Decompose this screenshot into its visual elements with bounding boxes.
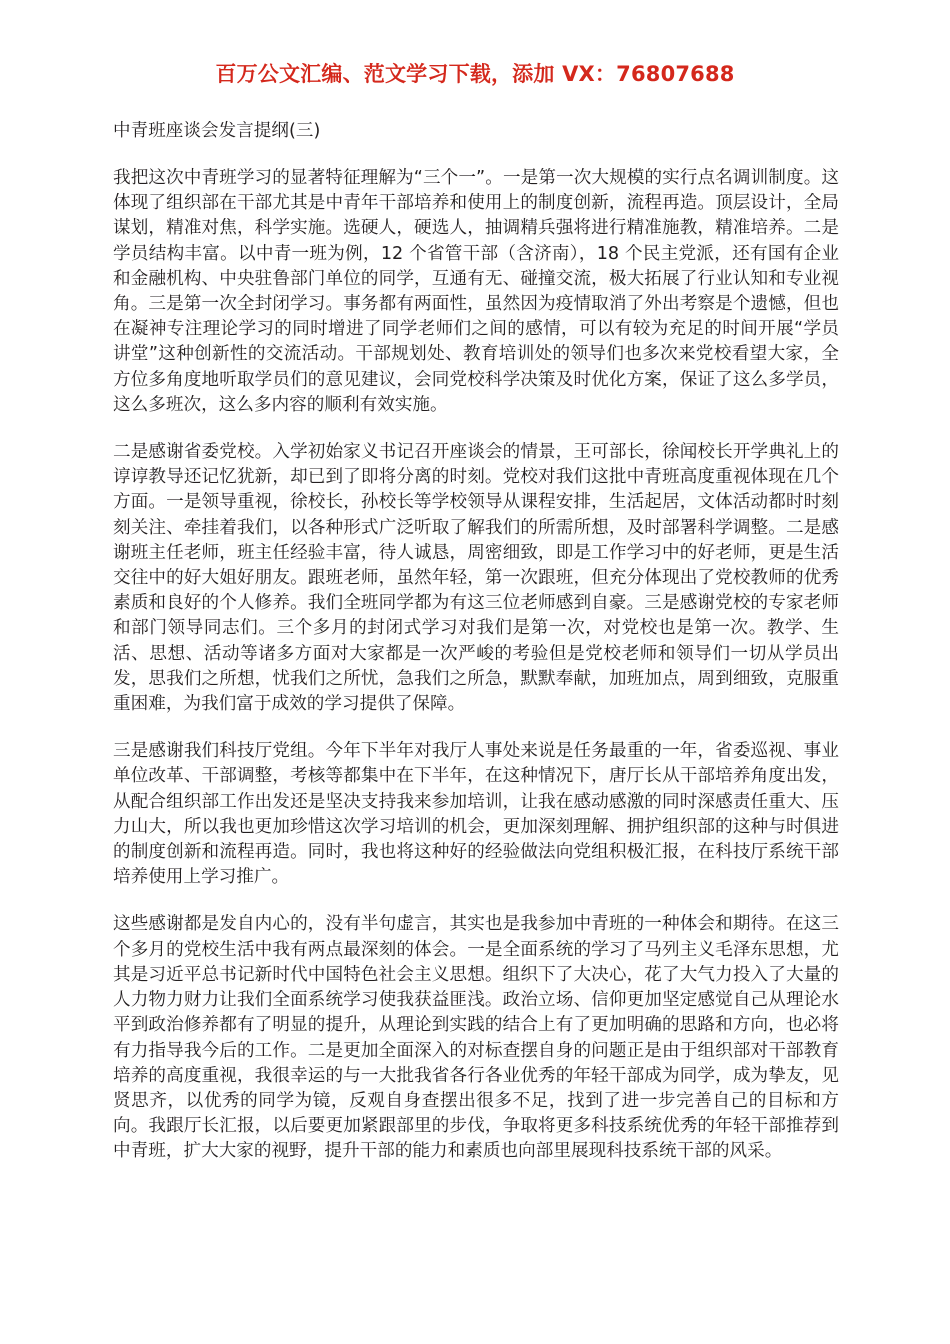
page-title: 中青班座谈会发言提纲(三) [113,121,321,141]
paragraph-2: 二是感谢省委党校。入学初始家义书记召开座谈会的情景，王可部长，徐闻校长开学典礼上的谆谆教导还记忆犹新，却已到了即将分离的时刻。党校对我们这批中青班高度重视体现在几个方面。一是领导重视，徐校长，孙校长等学校领导从课程安排，生活起居，文体活动都时时刻刻关注、牵挂着我们，以各种形式广泛听取了解我们的所需所想，及时部署科学调整。二是感谢班主任老师，班主任经验丰富，待人诚恳，周密细致，即是工作学习中的好老师，更是生活交往中的好大姐好朋友。跟班老师，虽然年轻，第一次跟班，但充分体现出了党校教师的优秀素质和良好的个人修养。我们全班同学都为有这三位老师感到自豪。三是感谢党校的专家老师和部门领导同志们。三个多月的封闭式学习对我们是第一次，对党校也是第一次。教学、生活、思想、活动等诸多方面对大家都是一次严峻的考验但是党校老师和领导们一切从学员出发，思我们之所想，忧我们之所忧，急我们之所急，默默奉献，加班加点，周到细致，克服重重困难，为我们富于成效的学习提供了保障。 [113,442,839,715]
document-body [113,118,839,1165]
paragraph-4: 这些感谢都是发自内心的，没有半句虚言，其实也是我参加中青班的一种体会和期待。在这三个多月的党校生活中我有两点最深刻的体会。一是全面系统的学习了马列主义毛泽东思想，尤其是习近平总书记新时代中国特色社会主义思想。组织下了大决心，花了大气力投入了大量的人力物力财力让我们全面系统学习使我获益匪浅。政治立场、信仰更加坚定感觉自己从理论水平到政治修养都有了明显的提升，从理论到实践的结合上有了更加明确的思路和方向，也必将有力指导我今后的工作。二是更加全面深入的对标查摆自身的问题正是由于组织部对干部教育培养的高度重视，我很幸运的与一大批我省各行各业优秀的年轻干部成为同学，成为挚友，见贤思齐，以优秀的同学为镜，反观自身查摆出很多不足，找到了进一步完善自己的目标和方向。我跟厅长汇报，以后要更加紧跟部里的步伐，争取将更多科技系统优秀的年轻干部推荐到中青班，扩大大家的视野，提升干部的能力和素质也向部里展现科技系统干部的风采。 [113,914,839,1162]
paragraph-3: 三是感谢我们科技厅党组。今年下半年对我厅人事处来说是任务最重的一年，省委巡视、事业单位改革、干部调整，考核等都集中在下半年，在这种情况下，唐厅长从干部培养角度出发，从配合组织部工作出发还是坚决支持我来参加培训，让我在感动感激的同时深感责任重大、压力山大，所以我也更加珍惜这次学习培训的机会，更加深刻理解、拥护组织部的这种与时俱进的制度创新和流程再造。同时，我也将这种好的经验做法向党组积极汇报，在科技厅系统干部培养使用上学习推广。 [113,741,839,888]
paragraph-1: 我把这次中青班学习的显著特征理解为“三个一”。一是第一次大规模的实行点名调训制度。这体现了组织部在干部尤其是中青年干部培养和使用上的制度创新，流程再造。顶层设计，全局谋划，精准对焦，科学实施。选硬人，硬选人，抽调精兵强将进行精准施教，精准培养。二是学员结构丰富。以中青一班为例，12 个省管干部（含济南），18 个民主党派，还有国有企业和金融机构、中央驻鲁部门单位的同学，互通有无、碰撞交流，极大拓展了行业认知和专业视角。三是第一次全封闭学习。事务都有两面性，虽然因为疫情取消了外出考察是个遗憾，但也在凝神专注理论学习的同时增进了同学老师们之间的感情，可以有较为充足的时间开展“学员讲堂”这种创新性的交流活动。干部规划处、教育培训处的领导们也多次来党校看望大家，全方位多角度地听取学员们的意见建议，会同党校科学决策及时优化方案，保证了这么多学员，这么多班次，这么多内容的顺利有效实施。 [113,168,839,415]
promo-banner: 百万公文汇编、范文学习下载，添加 VX：76807688 [215,62,735,86]
